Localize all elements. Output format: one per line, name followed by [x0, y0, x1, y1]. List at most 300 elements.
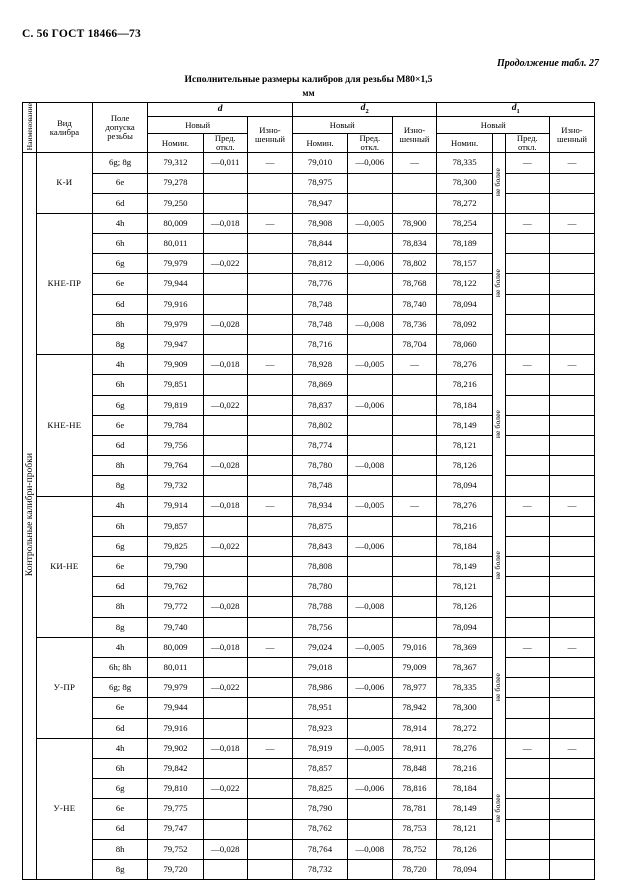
d2-worn-cell: 78,802	[392, 254, 437, 274]
not-more-text: не более	[493, 793, 503, 822]
d-nominal-cell: 79,819	[148, 395, 203, 415]
d1-deviation-cell	[505, 597, 549, 617]
table-row	[23, 819, 595, 839]
tolerance-field-cell: 6e	[92, 799, 148, 819]
d-worn-cell	[247, 173, 292, 193]
table-head	[23, 103, 595, 153]
d2-worn-cell: 78,704	[392, 335, 437, 355]
d2-deviation-cell	[348, 516, 392, 536]
d2-worn-cell: —	[392, 153, 437, 173]
table-row	[23, 577, 595, 597]
d2-nominal-cell: 78,869	[292, 375, 347, 395]
gauge-kind-cell: КНЕ-ПР	[37, 213, 93, 354]
d2-deviation-cell: —0,005	[348, 496, 392, 516]
d2-nominal-cell: 78,764	[292, 839, 347, 859]
d1-nominal-cell: 78,216	[437, 758, 492, 778]
d2-deviation-cell	[348, 234, 392, 254]
d2-deviation-cell: —0,006	[348, 153, 392, 173]
d-nominal-cell: 79,752	[148, 839, 203, 859]
subheader-d-worn: Изно- шенный	[247, 117, 292, 153]
d2-nominal-cell: 78,780	[292, 456, 347, 476]
d-worn-cell	[247, 819, 292, 839]
gauge-kind-cell: КИ-НЕ	[37, 496, 93, 637]
d2-worn-cell	[392, 536, 437, 556]
d1-not-more-label	[492, 213, 505, 354]
d1-nominal-cell: 78,122	[437, 274, 492, 294]
d-worn-cell	[247, 274, 292, 294]
d1-nominal-cell: 78,094	[437, 617, 492, 637]
d1-deviation-cell: —	[505, 496, 549, 516]
d-worn-cell	[247, 375, 292, 395]
d2-worn-cell: 78,736	[392, 314, 437, 334]
d-deviation-cell: —0,022	[203, 395, 247, 415]
d-nominal-cell: 79,979	[148, 314, 203, 334]
d1-worn-cell	[549, 577, 594, 597]
d2-deviation-cell: —0,006	[348, 678, 392, 698]
d2-deviation-cell	[348, 658, 392, 678]
d-deviation-cell	[203, 335, 247, 355]
d1-worn-cell	[549, 597, 594, 617]
subheader-d1-new: Новый	[437, 117, 549, 134]
d1-worn-cell	[549, 779, 594, 799]
d1-worn-cell	[549, 456, 594, 476]
d2-deviation-cell	[348, 758, 392, 778]
d-nominal-cell: 79,902	[148, 738, 203, 758]
d-nominal-cell: 80,009	[148, 637, 203, 657]
d1-nominal-cell: 78,254	[437, 213, 492, 233]
d2-nominal-cell: 79,010	[292, 153, 347, 173]
d2-deviation-cell: —0,008	[348, 314, 392, 334]
d-deviation-cell: —0,028	[203, 597, 247, 617]
d-nominal-cell: 79,775	[148, 799, 203, 819]
d1-deviation-cell	[505, 617, 549, 637]
column-header-gauge-kind: Вид калибра	[37, 103, 93, 153]
d2-deviation-cell: —0,008	[348, 456, 392, 476]
tolerance-field-cell: 8h	[92, 314, 148, 334]
d-worn-cell	[247, 456, 292, 476]
d2-nominal-cell: 78,732	[292, 859, 347, 879]
d2-nominal-cell: 78,762	[292, 819, 347, 839]
not-more-text: не более	[493, 167, 503, 197]
tolerance-field-cell: 6g	[92, 254, 148, 274]
d-deviation-cell: —0,018	[203, 738, 247, 758]
d-nominal-cell: 80,011	[148, 658, 203, 678]
d2-deviation-cell	[348, 799, 392, 819]
tolerance-field-cell: 4h	[92, 355, 148, 375]
d2-nominal-cell: 78,756	[292, 617, 347, 637]
d2-deviation-cell	[348, 193, 392, 213]
table-row	[23, 375, 595, 395]
d-worn-cell	[247, 678, 292, 698]
d2-deviation-cell: —0,005	[348, 213, 392, 233]
d1-deviation-cell	[505, 294, 549, 314]
subheader-d2-worn: Изно- шенный	[392, 117, 437, 153]
d-worn-cell	[247, 839, 292, 859]
d1-nominal-cell: 78,276	[437, 496, 492, 516]
d-deviation-cell	[203, 819, 247, 839]
d2-deviation-cell	[348, 476, 392, 496]
d1-deviation-cell	[505, 173, 549, 193]
d1-nominal-cell: 78,335	[437, 678, 492, 698]
d1-deviation-cell	[505, 234, 549, 254]
tolerance-field-cell: 6e	[92, 557, 148, 577]
d2-deviation-cell	[348, 435, 392, 455]
d2-nominal-cell: 78,748	[292, 314, 347, 334]
table-row	[23, 173, 595, 193]
d2-nominal-cell: 78,748	[292, 476, 347, 496]
d1-deviation-cell	[505, 476, 549, 496]
table-row	[23, 476, 595, 496]
d1-deviation-cell	[505, 799, 549, 819]
d2-nominal-cell: 78,923	[292, 718, 347, 738]
d2-deviation-cell: —0,006	[348, 779, 392, 799]
d-worn-cell	[247, 557, 292, 577]
d-worn-cell	[247, 799, 292, 819]
d-deviation-cell: —0,022	[203, 779, 247, 799]
d1-nominal-cell: 78,184	[437, 395, 492, 415]
subheader-d1-notmore	[492, 134, 505, 153]
d2-worn-cell: 78,977	[392, 678, 437, 698]
d-deviation-cell	[203, 274, 247, 294]
tolerance-field-cell: 8h	[92, 456, 148, 476]
d1-nominal-cell: 78,126	[437, 597, 492, 617]
table-row	[23, 597, 595, 617]
tolerance-field-cell: 4h	[92, 738, 148, 758]
d-worn-cell: —	[247, 738, 292, 758]
table-row	[23, 839, 595, 859]
d2-worn-cell	[392, 597, 437, 617]
not-more-text: не более	[493, 410, 503, 439]
tolerance-field-cell: 6d	[92, 294, 148, 314]
d1-nominal-cell: 78,121	[437, 577, 492, 597]
d-worn-cell	[247, 294, 292, 314]
d-nominal-cell: 79,857	[148, 516, 203, 536]
d1-deviation-cell	[505, 395, 549, 415]
d-deviation-cell	[203, 294, 247, 314]
d1-nominal-cell: 78,126	[437, 456, 492, 476]
d-worn-cell: —	[247, 637, 292, 657]
d-deviation-cell	[203, 193, 247, 213]
d-nominal-cell: 79,810	[148, 779, 203, 799]
subheader-d1-nominal: Номин.	[437, 134, 492, 153]
d1-nominal-cell: 78,121	[437, 819, 492, 839]
d2-worn-cell: 78,768	[392, 274, 437, 294]
d-worn-cell	[247, 536, 292, 556]
d1-deviation-cell: —	[505, 637, 549, 657]
d1-nominal-cell: 78,149	[437, 799, 492, 819]
tolerance-field-cell: 6e	[92, 415, 148, 435]
d2-deviation-cell	[348, 859, 392, 879]
d2-nominal-cell: 78,843	[292, 536, 347, 556]
d1-worn-cell: —	[549, 213, 594, 233]
table-continuation-note: Продолжение табл. 27	[496, 58, 599, 69]
d1-not-more-label	[492, 355, 505, 496]
d-deviation-cell	[203, 758, 247, 778]
table-row	[23, 799, 595, 819]
d2-worn-cell	[392, 375, 437, 395]
unit-label: мм	[302, 88, 315, 98]
d2-worn-cell	[392, 617, 437, 637]
d2-nominal-cell: 78,934	[292, 496, 347, 516]
tolerance-field-cell: 8g	[92, 617, 148, 637]
d-nominal-cell: 79,747	[148, 819, 203, 839]
d-nominal-cell: 79,762	[148, 577, 203, 597]
d1-worn-cell	[549, 698, 594, 718]
tolerance-field-cell: 8g	[92, 335, 148, 355]
d1-worn-cell	[549, 234, 594, 254]
d1-deviation-cell	[505, 779, 549, 799]
d-nominal-cell: 79,916	[148, 294, 203, 314]
d1-deviation-cell	[505, 274, 549, 294]
table-row	[23, 456, 595, 476]
d-nominal-cell: 79,851	[148, 375, 203, 395]
d-nominal-cell: 79,914	[148, 496, 203, 516]
column-group-d2: $d_2$	[292, 103, 437, 117]
table-row	[23, 516, 595, 536]
d2-nominal-cell: 78,774	[292, 435, 347, 455]
d1-worn-cell	[549, 799, 594, 819]
tolerance-field-cell: 6e	[92, 698, 148, 718]
d2-deviation-cell	[348, 415, 392, 435]
d1-worn-cell	[549, 415, 594, 435]
d-deviation-cell: —0,018	[203, 496, 247, 516]
table-row	[23, 637, 595, 657]
d-worn-cell	[247, 779, 292, 799]
d2-nominal-cell: 78,825	[292, 779, 347, 799]
d1-worn-cell	[549, 516, 594, 536]
d1-deviation-cell	[505, 839, 549, 859]
d-deviation-cell: —0,028	[203, 456, 247, 476]
d-deviation-cell	[203, 799, 247, 819]
d2-deviation-cell	[348, 294, 392, 314]
d2-deviation-cell	[348, 173, 392, 193]
tolerance-field-cell: 6g; 8g	[92, 678, 148, 698]
d1-worn-cell	[549, 758, 594, 778]
d1-worn-cell	[549, 395, 594, 415]
d-nominal-cell: 79,825	[148, 536, 203, 556]
d1-deviation-cell	[505, 718, 549, 738]
not-more-text: не более	[493, 672, 503, 701]
d-worn-cell	[247, 758, 292, 778]
gauge-kind-cell: К-И	[37, 153, 93, 214]
d-worn-cell	[247, 698, 292, 718]
table-row	[23, 678, 595, 698]
table-row	[23, 698, 595, 718]
tolerance-field-cell: 8h	[92, 839, 148, 859]
d1-deviation-cell	[505, 577, 549, 597]
d1-deviation-cell	[505, 193, 549, 213]
d2-deviation-cell	[348, 375, 392, 395]
d1-worn-cell	[549, 335, 594, 355]
d1-worn-cell	[549, 557, 594, 577]
d1-deviation-cell	[505, 314, 549, 334]
not-more-text: не более	[493, 551, 503, 580]
d2-nominal-cell: 78,790	[292, 799, 347, 819]
d2-worn-cell: —	[392, 496, 437, 516]
d1-nominal-cell: 78,126	[437, 839, 492, 859]
d2-nominal-cell: 78,857	[292, 758, 347, 778]
d-nominal-cell: 80,011	[148, 234, 203, 254]
d-deviation-cell	[203, 415, 247, 435]
d2-deviation-cell: —0,006	[348, 536, 392, 556]
d2-worn-cell: 78,753	[392, 819, 437, 839]
d2-nominal-cell: 78,812	[292, 254, 347, 274]
d-deviation-cell: —0,022	[203, 678, 247, 698]
table-row	[23, 274, 595, 294]
d1-not-more-label	[492, 738, 505, 879]
d1-deviation-cell	[505, 859, 549, 879]
d2-worn-cell: 79,009	[392, 658, 437, 678]
d1-nominal-cell: 78,189	[437, 234, 492, 254]
header-row-groups	[23, 103, 595, 117]
d1-worn-cell	[549, 254, 594, 274]
tolerance-field-cell: 6h	[92, 375, 148, 395]
d-worn-cell	[247, 335, 292, 355]
tolerance-field-cell: 6e	[92, 173, 148, 193]
d-worn-cell	[247, 476, 292, 496]
gauge-kind-cell: КНЕ-НЕ	[37, 355, 93, 496]
d2-worn-cell	[392, 577, 437, 597]
d1-deviation-cell	[505, 658, 549, 678]
d-deviation-cell	[203, 476, 247, 496]
row-group-label-text: Контрольные калибри-пробки	[23, 453, 35, 577]
d-nominal-cell: 79,250	[148, 193, 203, 213]
d1-worn-cell	[549, 274, 594, 294]
d1-nominal-cell: 78,216	[437, 375, 492, 395]
d1-nominal-cell: 78,369	[437, 637, 492, 657]
d2-deviation-cell	[348, 819, 392, 839]
table-row	[23, 738, 595, 758]
d-nominal-cell: 79,740	[148, 617, 203, 637]
tolerance-field-cell: 6g; 8g	[92, 153, 148, 173]
d1-deviation-cell	[505, 335, 549, 355]
d2-nominal-cell: 78,802	[292, 415, 347, 435]
d-deviation-cell: —0,011	[203, 153, 247, 173]
table-row	[23, 779, 595, 799]
tolerance-field-cell: 6d	[92, 577, 148, 597]
subheader-d-new: Новый	[148, 117, 248, 134]
d2-nominal-cell: 79,018	[292, 658, 347, 678]
d1-deviation-cell	[505, 678, 549, 698]
d2-worn-cell: 78,816	[392, 779, 437, 799]
d1-deviation-cell: —	[505, 738, 549, 758]
d2-worn-cell: 78,942	[392, 698, 437, 718]
d-worn-cell: —	[247, 496, 292, 516]
d2-nominal-cell: 78,919	[292, 738, 347, 758]
row-group-label-left	[23, 153, 37, 880]
d1-nominal-cell: 78,276	[437, 355, 492, 375]
d-worn-cell	[247, 193, 292, 213]
d1-worn-cell	[549, 839, 594, 859]
d1-deviation-cell	[505, 456, 549, 476]
d-deviation-cell: —0,022	[203, 536, 247, 556]
d-nominal-cell: 79,979	[148, 254, 203, 274]
subheader-d-deviation: Пред. откл.	[203, 134, 247, 153]
d-deviation-cell	[203, 234, 247, 254]
tolerance-field-cell: 4h	[92, 496, 148, 516]
d-deviation-cell	[203, 698, 247, 718]
d2-deviation-cell	[348, 274, 392, 294]
table-row	[23, 335, 595, 355]
tolerance-field-cell: 6h	[92, 758, 148, 778]
d2-nominal-cell: 78,776	[292, 274, 347, 294]
d-deviation-cell	[203, 577, 247, 597]
d2-worn-cell: 78,781	[392, 799, 437, 819]
d1-deviation-cell	[505, 375, 549, 395]
tolerance-field-cell: 6d	[92, 718, 148, 738]
d1-deviation-cell	[505, 435, 549, 455]
d2-worn-cell	[392, 193, 437, 213]
d1-nominal-cell: 78,060	[437, 335, 492, 355]
d1-nominal-cell: 78,094	[437, 859, 492, 879]
d1-worn-cell: —	[549, 153, 594, 173]
tolerance-field-cell: 6g	[92, 536, 148, 556]
d-deviation-cell: —0,018	[203, 213, 247, 233]
d2-nominal-cell: 78,947	[292, 193, 347, 213]
d-nominal-cell: 79,278	[148, 173, 203, 193]
d1-not-more-label	[492, 496, 505, 637]
d1-deviation-cell	[505, 536, 549, 556]
d-worn-cell: —	[247, 213, 292, 233]
tolerance-field-cell: 4h	[92, 637, 148, 657]
subheader-d2-deviation: Пред. откл.	[348, 134, 392, 153]
table-row	[23, 658, 595, 678]
d-nominal-cell: 79,944	[148, 274, 203, 294]
tolerance-field-cell: 6d	[92, 435, 148, 455]
gauge-kind-cell: У-НЕ	[37, 738, 93, 879]
d2-nominal-cell: 79,024	[292, 637, 347, 657]
d2-worn-cell: 79,016	[392, 637, 437, 657]
d-nominal-cell: 79,756	[148, 435, 203, 455]
d2-nominal-cell: 78,875	[292, 516, 347, 536]
table-title: Исполнительные размеры калибров для резьбы М80×1,5	[184, 74, 433, 85]
d1-worn-cell: —	[549, 496, 594, 516]
d1-worn-cell	[549, 375, 594, 395]
d1-deviation-cell	[505, 758, 549, 778]
d1-nominal-cell: 78,216	[437, 516, 492, 536]
subheader-d1-deviation: Пред. откл.	[505, 134, 549, 153]
d-nominal-cell: 79,909	[148, 355, 203, 375]
tolerance-field-cell: 6h; 8h	[92, 658, 148, 678]
tolerance-field-cell: 6g	[92, 395, 148, 415]
d2-worn-cell	[392, 557, 437, 577]
table-row	[23, 758, 595, 778]
d2-nominal-cell: 78,951	[292, 698, 347, 718]
d1-worn-cell	[549, 173, 594, 193]
d-nominal-cell: 79,842	[148, 758, 203, 778]
tolerance-field-cell: 8g	[92, 476, 148, 496]
d1-worn-cell	[549, 536, 594, 556]
d1-worn-cell	[549, 294, 594, 314]
d-deviation-cell	[203, 435, 247, 455]
d-nominal-cell: 79,916	[148, 718, 203, 738]
d2-deviation-cell	[348, 698, 392, 718]
d1-nominal-cell: 78,272	[437, 718, 492, 738]
table-row	[23, 314, 595, 334]
d-deviation-cell: —0,018	[203, 637, 247, 657]
d1-nominal-cell: 78,157	[437, 254, 492, 274]
d-nominal-cell: 79,720	[148, 859, 203, 879]
d2-worn-cell: —	[392, 355, 437, 375]
d1-worn-cell	[549, 678, 594, 698]
table-row	[23, 355, 595, 375]
d1-deviation-cell: —	[505, 153, 549, 173]
d2-worn-cell	[392, 516, 437, 536]
table-row	[23, 536, 595, 556]
d-worn-cell	[247, 597, 292, 617]
column-header-tolerance-field: Поле допуска резьбы	[92, 103, 148, 153]
d1-nominal-cell: 78,300	[437, 698, 492, 718]
